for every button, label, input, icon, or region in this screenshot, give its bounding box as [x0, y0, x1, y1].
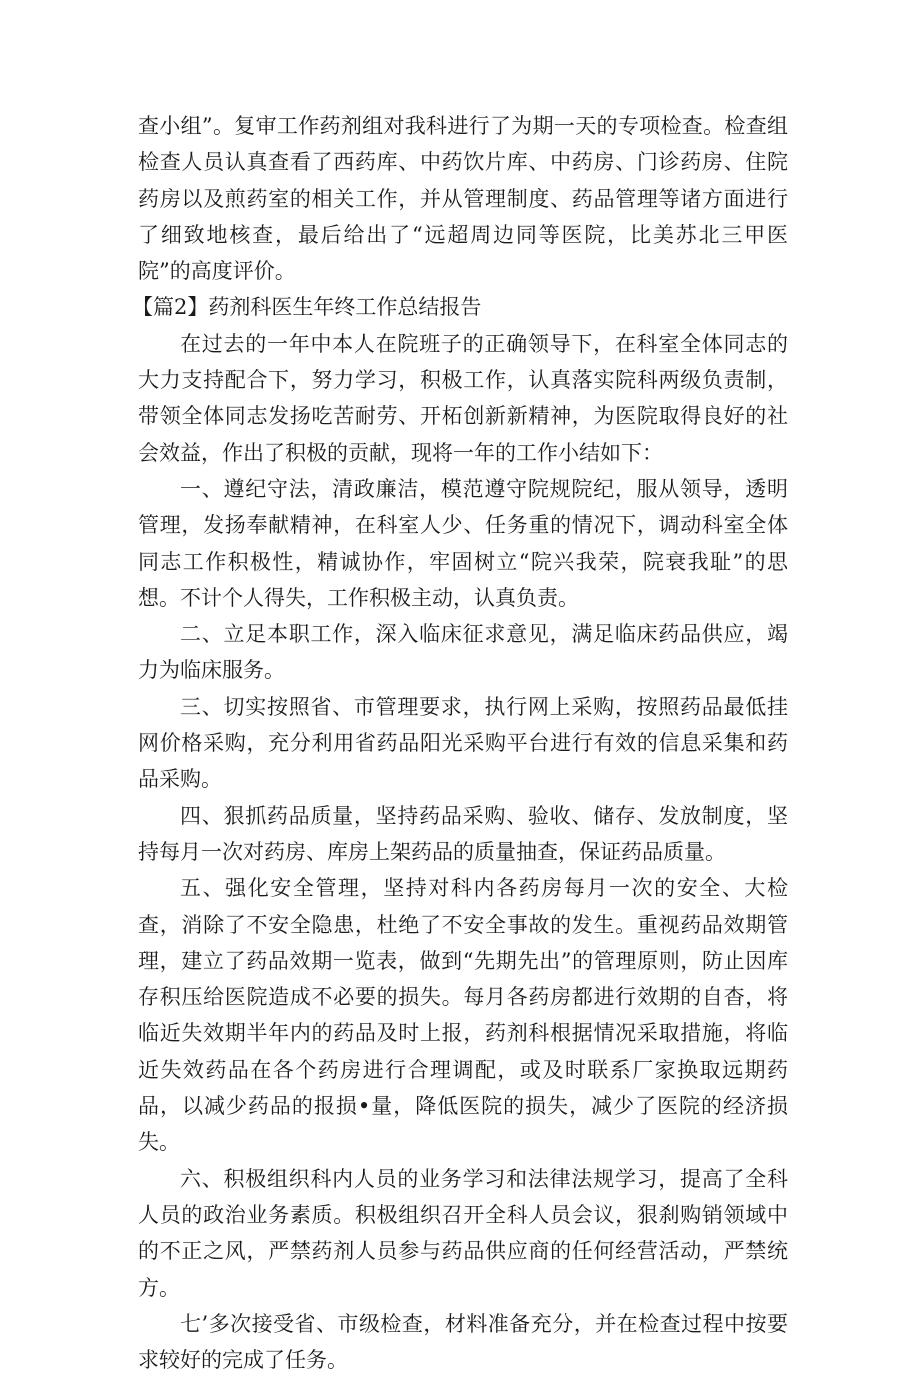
paragraph-item-6: 六、积极组织科内人员的业务学习和法律法规学习，提高了全科人员的政治业务素质。积极组织召开全科人员会议，狠刹购销领域中的不正之风，严禁药剂人员参与药品供应商的任何经营活动，严禁统方。: [138, 1166, 788, 1300]
paragraph-item-4: 四、狠抓药品质量，坚持药品采购、验收、储存、发放制度，坚持每月一次对药房、库房上架药品的质量抽查，保证药品质量。: [138, 803, 788, 864]
section-heading: 【篇2】药剂科医生年终工作总结报告: [132, 295, 482, 320]
paragraph-item-2: 二、立足本职工作，深入临床征求意见，满足临床药品供应，竭力为临床服务。: [138, 622, 788, 683]
paragraph-item-5: 五、强化安全管理，坚持对科内各药房每月一次的安全、大检查，消除了不安全隐患，杜绝了不安全事故的发生。重视药品效期管理，建立了药品效期一览表，做到“先期先出”的管理原则，防止因库存积压给医院造成不必要的损失。每月各药房都进行效期的自杳，将临近失效期半年内的药品及时上报，药剂科根据情况采取措施，将临近失效药品在各个药房进行合理调配，或及时联系厂家换取远期药品，以减少药品的报损•量，降低医院的损失，减少了医院的经济损失。: [138, 876, 788, 1155]
paragraph-intro: 在过去的一年中本人在院班子的正确领导下，在科室全体同志的大力支持配合下，努力学习，积极工作，认真落实院科两级负责制，带领全体同志发扬吃苦耐劳、开柘创新新精神，为医院取得良好的社会效益，作出了积极的贡献，现将一年的工作小结如下：: [138, 331, 788, 465]
paragraph-item-3: 三、切实按照省、市管理要求，执行网上采购，按照药品最低挂网价格采购，充分利用省药品阳光采购平台进行有效的信息采集和药品采购。: [138, 694, 788, 792]
paragraph-item-7: 七’多次接受省、市级检查，材料准备充分，并在检查过程中按要求较好的完成了任务。: [138, 1311, 788, 1373]
paragraph-inspection-continued: 查小组”。复审工作药剂组对我科进行了为期一天的专项检查。检查组检查人员认真查看了西药库、中药饮片库、中药房、门诊药房、住院药房以及煎药室的相关工作，并从管理制度、药品管理等诸方面进行了细致地核查，最后给出了“远超周边同等医院，比美苏北三甲医院”的高度评价。: [138, 114, 788, 284]
document-body: [132, 108, 788, 1378]
paragraph-item-1: 一、遵纪守法，清政廉洁，模范遵守院规院纪，服从领导，透明管理，发扬奉献精神，在科室人少、任务重的情况下，调动科室全体同志工作积极性，精诚协作，牢固树立“院兴我荣，院衰我耻”的思想。不计个人得失，工作积极主动，认真负责。: [138, 476, 788, 610]
